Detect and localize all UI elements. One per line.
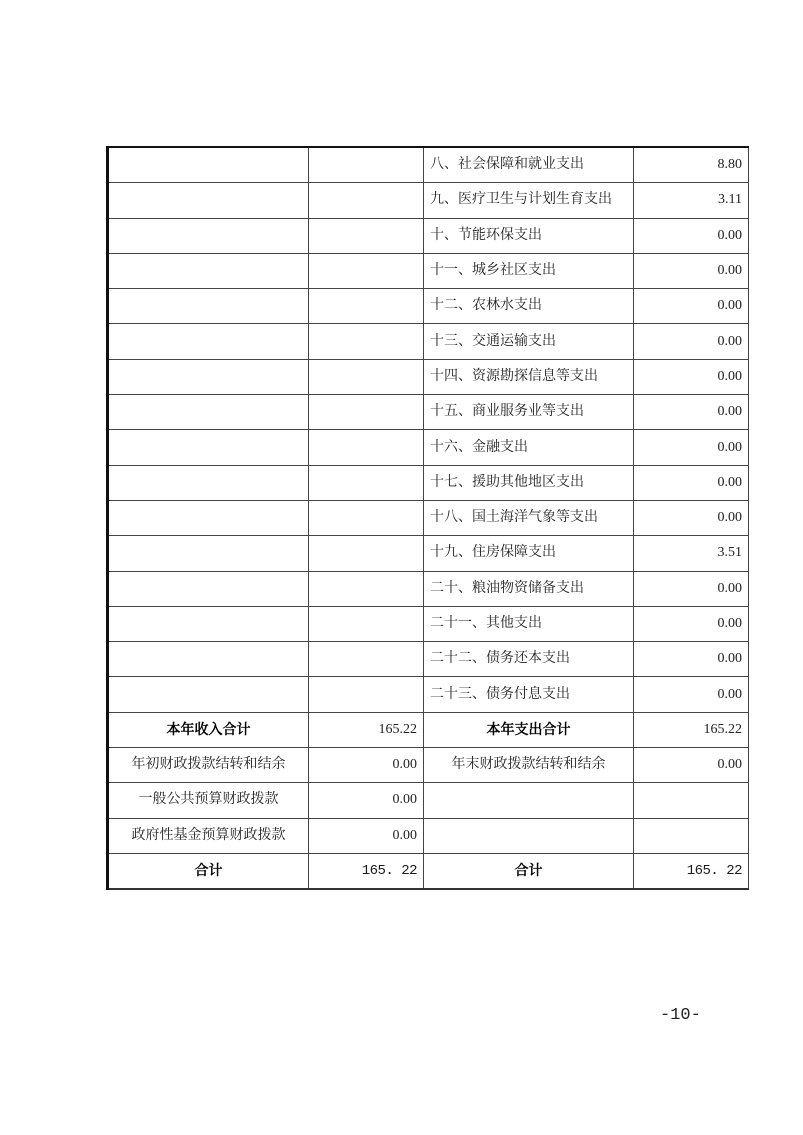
table-row: [108, 359, 749, 394]
year-total-row: [108, 712, 749, 747]
carryover-row: [108, 748, 749, 783]
income-item-value: [309, 677, 424, 712]
expense-item-value: 0.00: [634, 642, 749, 677]
income-item-value: [309, 218, 424, 253]
expense-item-value: 0.00: [634, 253, 749, 288]
general-budget-row: [108, 783, 749, 818]
empty-cell: [634, 783, 749, 818]
summary-rows: [108, 712, 749, 889]
expense-item-value: 0.00: [634, 465, 749, 500]
income-item-label: [108, 359, 309, 394]
table-row: [108, 183, 749, 218]
income-item-label: [108, 289, 309, 324]
expense-item-value: 0.00: [634, 359, 749, 394]
income-item-value: [309, 183, 424, 218]
expense-item-label: 八、社会保障和就业支出: [424, 147, 634, 183]
expense-item-value: 3.11: [634, 183, 749, 218]
expense-item-value: 0.00: [634, 218, 749, 253]
table-row: [108, 571, 749, 606]
table-row: [108, 218, 749, 253]
expense-item-label: 二十三、债务付息支出: [424, 677, 634, 712]
expense-item-label: 二十、粮油物资储备支出: [424, 571, 634, 606]
expense-item-value: 0.00: [634, 395, 749, 430]
expense-item-label: 十一、城乡社区支出: [424, 253, 634, 288]
grand-total-expense-value: 165. 22: [634, 853, 749, 889]
table-row: [108, 642, 749, 677]
income-total-label: 本年收入合计: [108, 712, 309, 747]
income-item-value: [309, 606, 424, 641]
income-item-value: [309, 147, 424, 183]
income-item-value: [309, 395, 424, 430]
income-item-value: [309, 430, 424, 465]
income-item-value: [309, 571, 424, 606]
income-item-label: [108, 571, 309, 606]
income-item-label: [108, 324, 309, 359]
expense-item-label: 十六、金融支出: [424, 430, 634, 465]
table-row: [108, 500, 749, 535]
income-item-value: [309, 359, 424, 394]
income-item-label: [108, 465, 309, 500]
begin-carryover-value: 0.00: [309, 748, 424, 783]
expense-item-label: 二十二、债务还本支出: [424, 642, 634, 677]
table-row: [108, 395, 749, 430]
expense-item-label: 十八、国土海洋气象等支出: [424, 500, 634, 535]
page-number: -10-: [660, 1006, 701, 1025]
expense-item-value: 8.80: [634, 147, 749, 183]
income-item-value: [309, 642, 424, 677]
income-item-value: [309, 500, 424, 535]
grand-total-expense-label: 合计: [424, 853, 634, 889]
empty-cell: [424, 783, 634, 818]
budget-table: [106, 146, 749, 890]
expense-item-value: 3.51: [634, 536, 749, 571]
table-row: [108, 253, 749, 288]
empty-cell: [424, 818, 634, 853]
income-item-value: [309, 253, 424, 288]
income-item-label: [108, 253, 309, 288]
income-item-value: [309, 536, 424, 571]
income-item-label: [108, 500, 309, 535]
begin-carryover-label: 年初财政拨款结转和结余: [108, 748, 309, 783]
income-item-label: [108, 218, 309, 253]
expense-item-value: 0.00: [634, 606, 749, 641]
end-carryover-value: 0.00: [634, 748, 749, 783]
expense-item-value: 0.00: [634, 430, 749, 465]
income-item-label: [108, 395, 309, 430]
end-carryover-label: 年末财政拨款结转和结余: [424, 748, 634, 783]
table-row: [108, 147, 749, 183]
grand-total-income-value: 165. 22: [309, 853, 424, 889]
table-row: [108, 289, 749, 324]
expense-item-value: 0.00: [634, 571, 749, 606]
expense-item-value: 0.00: [634, 289, 749, 324]
income-item-value: [309, 465, 424, 500]
gov-fund-value: 0.00: [309, 818, 424, 853]
expense-item-value: 0.00: [634, 324, 749, 359]
expense-total-value: 165.22: [634, 712, 749, 747]
expense-item-label: 十五、商业服务业等支出: [424, 395, 634, 430]
expense-item-label: 十、节能环保支出: [424, 218, 634, 253]
income-item-label: [108, 536, 309, 571]
expense-item-value: 0.00: [634, 500, 749, 535]
grand-total-row: [108, 853, 749, 889]
expense-item-value: 0.00: [634, 677, 749, 712]
table-row: [108, 606, 749, 641]
table-row: [108, 324, 749, 359]
expense-item-label: 十二、农林水支出: [424, 289, 634, 324]
income-total-value: 165.22: [309, 712, 424, 747]
income-item-value: [309, 289, 424, 324]
table-row: [108, 677, 749, 712]
income-item-label: [108, 677, 309, 712]
table-row: [108, 465, 749, 500]
table-row: [108, 536, 749, 571]
expense-item-label: 十七、援助其他地区支出: [424, 465, 634, 500]
expense-item-label: 十四、资源勘探信息等支出: [424, 359, 634, 394]
income-item-label: [108, 147, 309, 183]
expense-item-label: 十三、交通运输支出: [424, 324, 634, 359]
income-item-label: [108, 183, 309, 218]
income-item-label: [108, 606, 309, 641]
table-row: [108, 430, 749, 465]
income-item-label: [108, 430, 309, 465]
general-budget-label: 一般公共预算财政拨款: [108, 783, 309, 818]
general-budget-value: 0.00: [309, 783, 424, 818]
expense-item-label: 九、医疗卫生与计划生育支出: [424, 183, 634, 218]
income-item-value: [309, 324, 424, 359]
expense-total-label: 本年支出合计: [424, 712, 634, 747]
expense-item-label: 十九、住房保障支出: [424, 536, 634, 571]
gov-fund-label: 政府性基金预算财政拨款: [108, 818, 309, 853]
expense-item-label: 二十一、其他支出: [424, 606, 634, 641]
expense-rows: [108, 147, 749, 712]
income-item-label: [108, 642, 309, 677]
empty-cell: [634, 818, 749, 853]
gov-fund-row: [108, 818, 749, 853]
grand-total-income-label: 合计: [108, 853, 309, 889]
